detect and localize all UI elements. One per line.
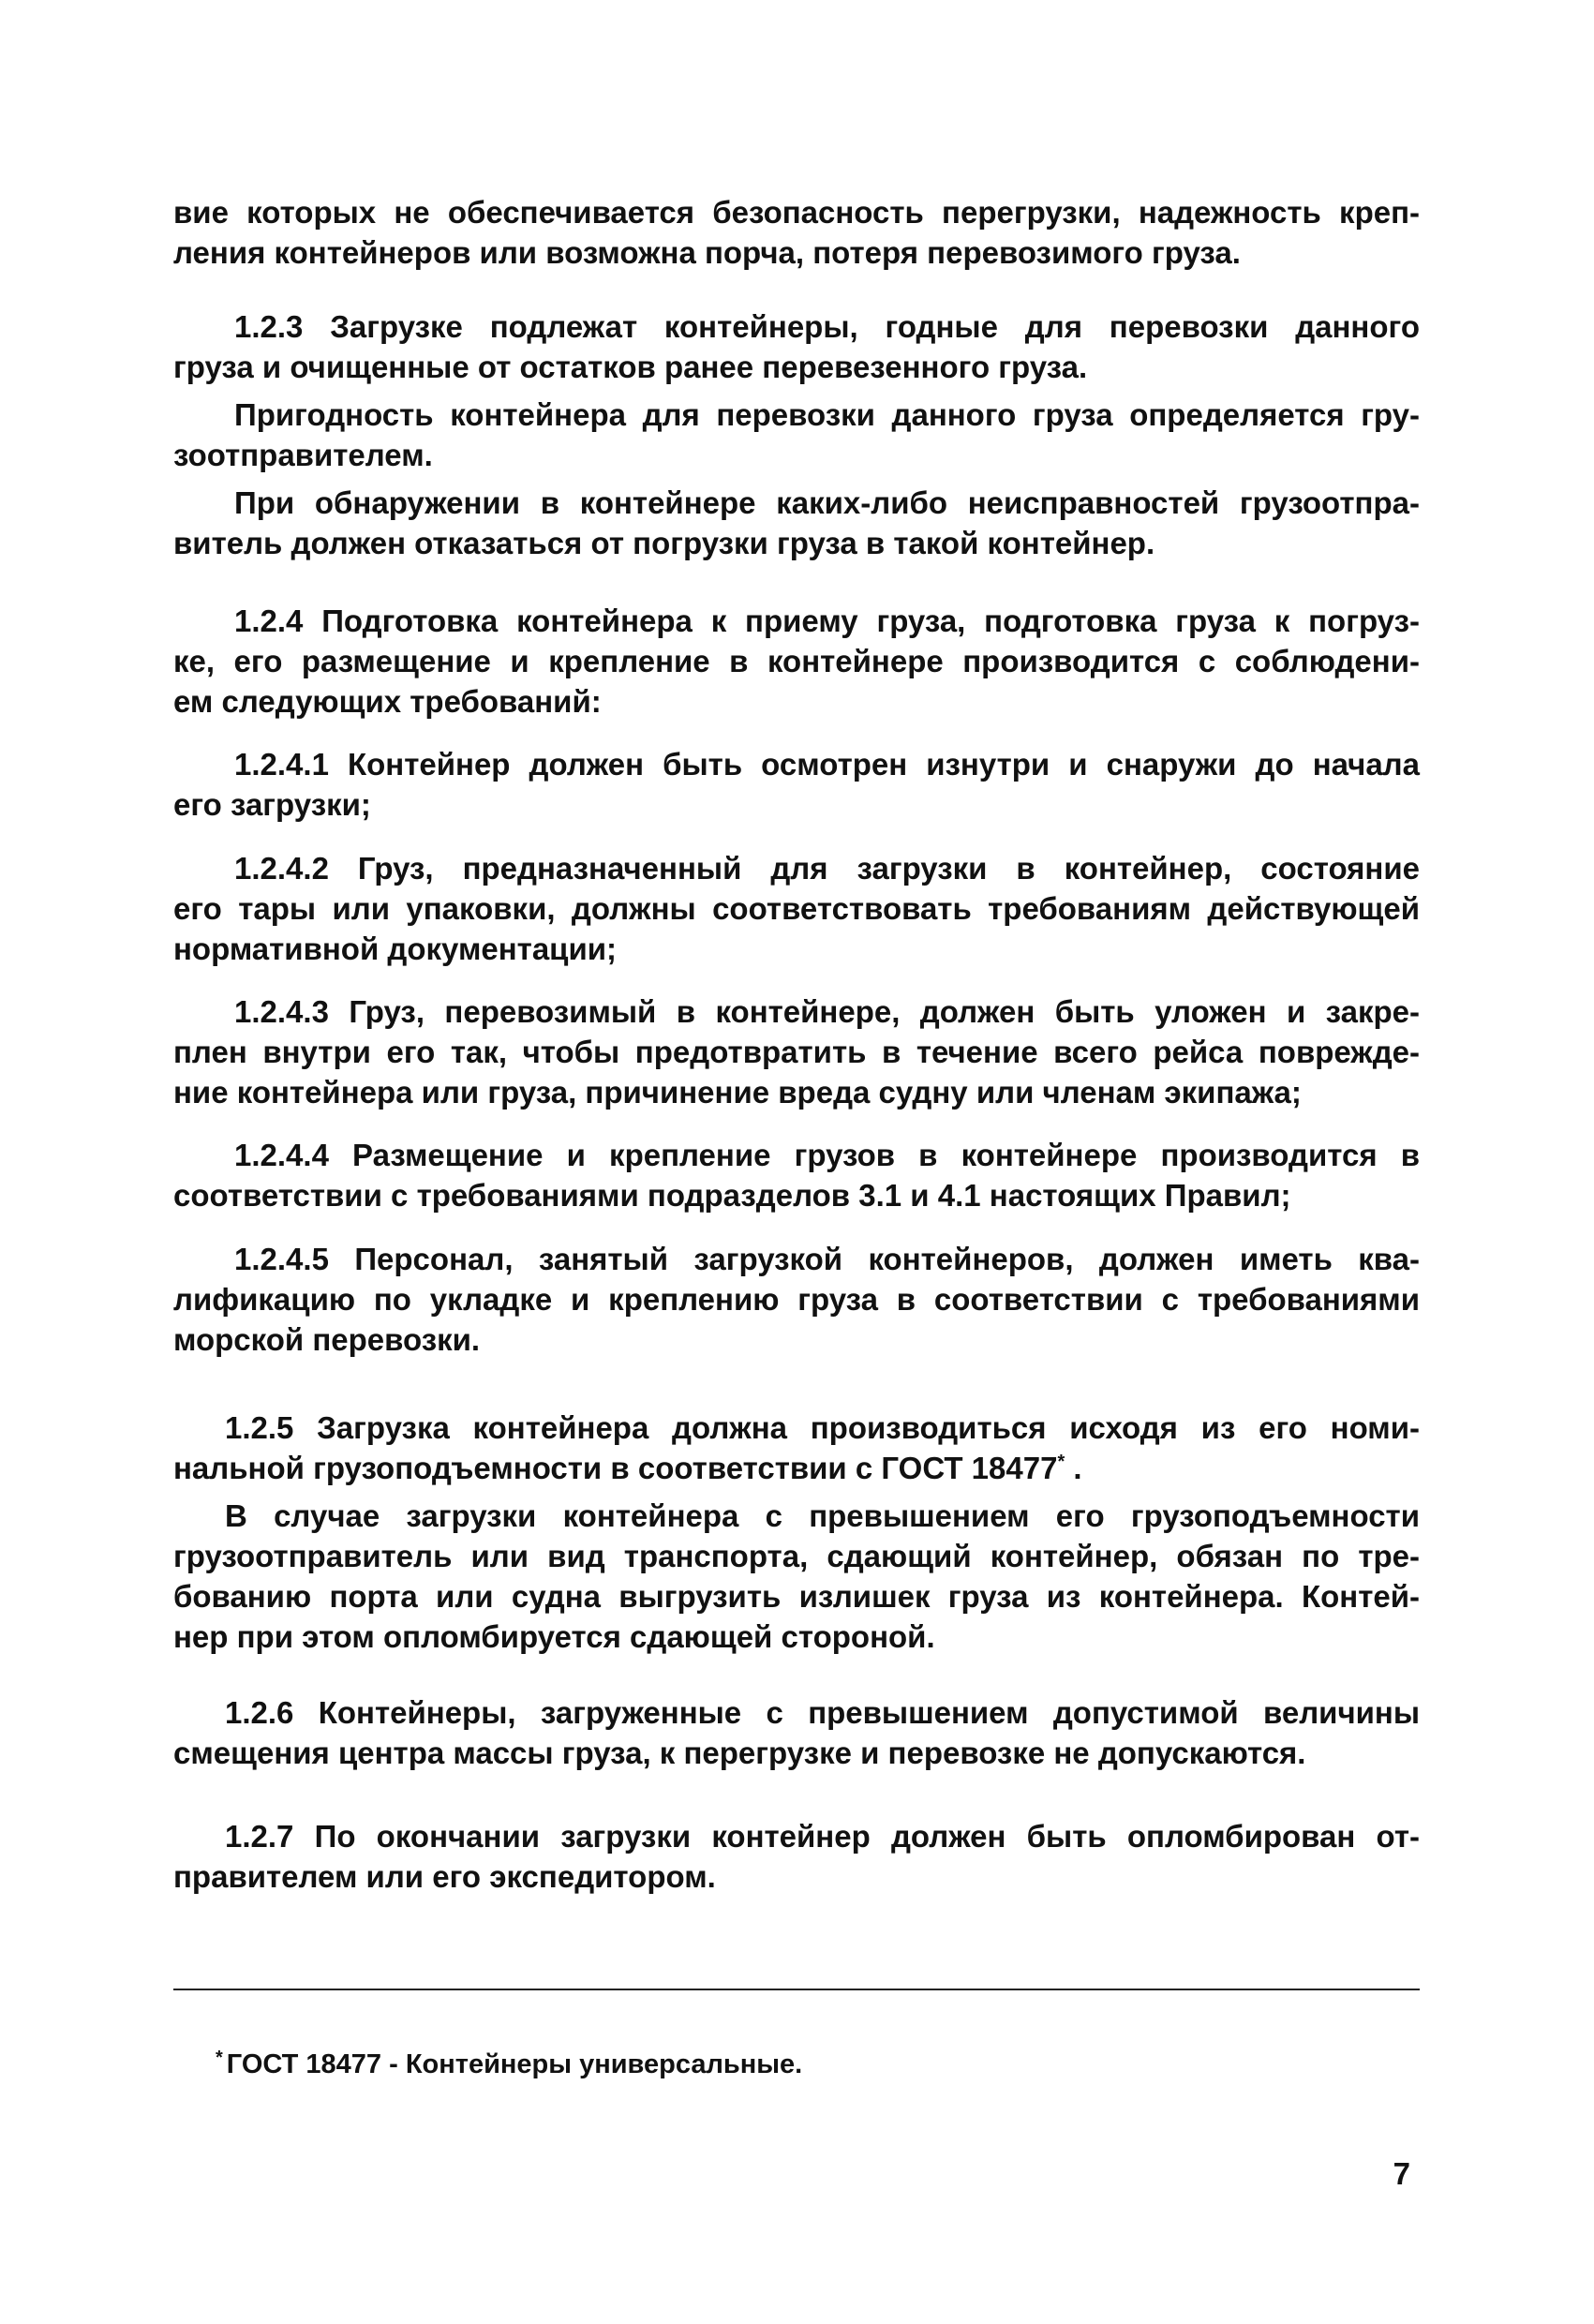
text-line: смещения центра массы груза, к перегрузке и перевозке не допускаются. [173,1736,1306,1770]
text-line: 1.2.6 Контейнеры, загруженные с превышением допустимой величины [225,1695,1420,1730]
footnote-text: ГОСТ 18477 - Контейнеры универсальные. [226,2049,803,2079]
paragraph-1-2-5 [173,1408,1420,1448]
footnote [216,2048,802,2084]
paragraph-1-2-4-2-cont [173,888,1420,969]
text-line: вие которых не обеспечивается безопасность перегрузки, надежность креп- [173,195,1420,230]
text-line: лификацию по укладке и креплению груза в соответствии с требованиями [173,1282,1420,1317]
text-line: нер при этом опломбируется сдающей стороной. [173,1619,935,1654]
text-line: 1.2.3 Загрузке подлежат контейнеры, годные для перевозки данного [234,309,1420,344]
text-line: Пригодность контейнера для перевозки данного груза определяется гру- [234,397,1420,432]
paragraph-suitability-cont [173,435,1420,475]
text-line: грузоотправитель или вид транспорта, сдающий контейнер, обязан по тре- [173,1539,1420,1573]
text-line: 1.2.4.5 Персонал, занятый загрузкой контейнеров, должен иметь ква- [234,1242,1420,1276]
text-line: соответствии с требованиями подразделов 3.1 и 4.1 настоящих Правил; [173,1178,1291,1213]
text-fragment: нальной грузоподъемности в соответствии с ГОСТ 18477 [173,1451,1058,1485]
text-line: ние контейнера или груза, причинение вреда судну или членам экипажа; [173,1075,1302,1110]
paragraph-1-2-3-cont [173,347,1420,387]
paragraph-1-2-4-1-cont [173,784,1420,825]
paragraph-1-2-4-2 [173,848,1420,888]
paragraph-1-2-7-cont [173,1856,1420,1897]
text-line [173,1448,1420,1488]
paragraph-1-2-6-cont [173,1733,1420,1773]
text-line: зоотправителем. [173,438,433,472]
text-line: ке, его размещение и крепление в контейнере производится с соблюдени- [173,644,1420,678]
text-line: 1.2.4 Подготовка контейнера к приему груза, подготовка груза к погруз- [234,603,1420,638]
text-line: ем следующих требований: [173,684,602,719]
footnote-reference: * [1057,1452,1065,1472]
paragraph-1-2-4-5-cont [173,1279,1420,1360]
text-line: витель должен отказаться от погрузки груза в такой контейнер. [173,526,1155,560]
paragraph-1-2-5-cont [173,1448,1420,1488]
text-line: 1.2.7 По окончании загрузки контейнер должен быть опломбирован от- [225,1819,1420,1854]
text-line: 1.2.4.1 Контейнер должен быть осмотрен изнутри и снаружи до начала [234,747,1420,782]
text-line: груза и очищенные от остатков ранее перевезенного груза. [173,350,1088,384]
footnote-divider [173,1989,1420,1990]
paragraph-1-2-4-cont [173,641,1420,722]
footnote-mark: * [216,2048,223,2068]
paragraph-1-2-7 [173,1816,1420,1856]
paragraph-1-2-4-3-cont [173,1032,1420,1112]
paragraph-overload-cont [173,1536,1420,1657]
text-line: бованию порта или судна выгрузить излишек груза из контейнера. Контей- [173,1579,1420,1614]
text-line: плен внутри его так, чтобы предотвратить в течение всего рейса поврежде- [173,1035,1420,1069]
text-line: В случае загрузки контейнера с превышением его грузоподъемности [225,1498,1420,1533]
paragraph-1-2-4-4-cont [173,1175,1420,1215]
paragraph-1-2-4-3 [173,991,1420,1032]
text-line: правителем или его экспедитором. [173,1859,716,1894]
text-line: морской перевозки. [173,1322,481,1357]
paragraph-1-2-4 [173,601,1420,641]
text-fragment: . [1065,1451,1082,1485]
paragraph-defects-cont [173,523,1420,563]
paragraph-1-2-4-1 [173,744,1420,784]
text-line: При обнаружении в контейнере каких-либо неисправностей грузоотпра- [234,485,1420,520]
text-line: 1.2.4.4 Размещение и крепление грузов в контейнере производится в [234,1138,1420,1172]
page-number: 7 [1393,2156,1410,2191]
paragraph-defects [173,483,1420,523]
paragraph-overload [173,1496,1420,1536]
text-line: нормативной документации; [173,931,618,966]
text-line: его тары или упаковки, должны соответствовать требованиям действующей [173,891,1420,926]
paragraph-1-2-3 [173,306,1420,347]
paragraph-1-2-4-5 [173,1239,1420,1279]
paragraph-1-2-6 [173,1692,1420,1733]
text-line: 1.2.4.2 Груз, предназначенный для загрузки в контейнер, состояние [234,851,1420,886]
paragraph-continuation [173,192,1420,273]
paragraph-1-2-4-4 [173,1135,1420,1175]
paragraph-suitability [173,395,1420,435]
text-line: ления контейнеров или возможна порча, потеря перевозимого груза. [173,235,1241,270]
text-line: 1.2.4.3 Груз, перевозимый в контейнере, должен быть уложен и закре- [234,994,1420,1029]
text-line: 1.2.5 Загрузка контейнера должна производиться исходя из его номи- [225,1410,1420,1445]
text-line: его загрузки; [173,787,371,822]
